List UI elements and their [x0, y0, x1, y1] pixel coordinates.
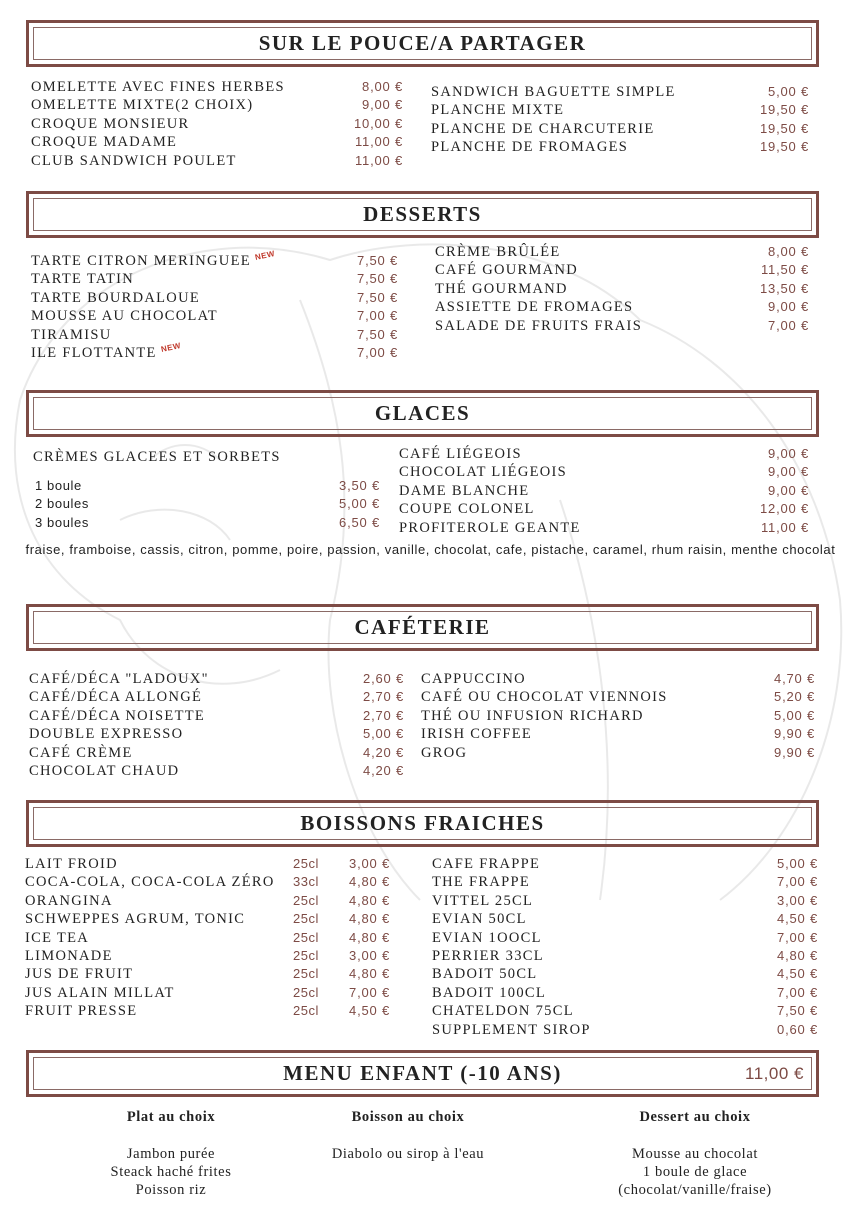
item-name: [25, 910, 245, 928]
enfant-choice-item: Diabolo ou sirop à l'eau: [331, 1146, 485, 1162]
item-price: 11,00 €: [354, 134, 403, 150]
item-name: [35, 514, 89, 532]
item-name-text: 3 boules: [35, 514, 89, 530]
item-price: 7,50 €: [357, 289, 398, 305]
item-name-text: CAFÉ/DÉCA NOISETTE: [29, 707, 206, 724]
enfant-column-plat: [51, 1108, 291, 1199]
enfant-choice-item: Mousse au chocolat: [632, 1146, 758, 1162]
item-name: [432, 1021, 591, 1039]
menu-item: [432, 984, 818, 1002]
menu-item: [399, 445, 809, 463]
item-name: [29, 725, 183, 743]
item-price: 2,70 €: [363, 707, 404, 723]
item-price: 4,80 €: [777, 948, 818, 963]
item-name-text: SUPPLEMENT SIROP: [432, 1021, 591, 1038]
item-name-text: ILE FLOTTANTE: [31, 345, 157, 361]
menu-item: [435, 280, 809, 298]
item-name: [421, 725, 532, 743]
menu-item: [25, 873, 390, 891]
item-price: 4,20 €: [363, 744, 404, 760]
item-name: [25, 892, 113, 910]
menu-item: [31, 307, 398, 325]
item-name-text: CAFÉ OU CHOCOLAT VIENNOIS: [421, 689, 668, 706]
menu-item: [399, 519, 809, 537]
menu-item: [432, 892, 818, 910]
enfant-column-heading: Plat au choix: [126, 1109, 216, 1125]
item-name: [435, 298, 633, 316]
item-name-text: COCA-COLA, COCA-COLA ZÉRO: [25, 874, 275, 891]
menu-item: [435, 317, 809, 335]
item-name-text: VITTEL 25CL: [432, 892, 534, 909]
item-name: [432, 984, 546, 1002]
item-name: [435, 261, 578, 279]
item-price: 4,80 €: [349, 874, 390, 890]
menu-item: [31, 249, 398, 270]
menu-item: [432, 929, 818, 947]
section-header-desserts: [26, 191, 819, 238]
menu-item: [431, 101, 809, 119]
item-name-text: DAME BLANCHE: [399, 482, 530, 499]
item-name: [29, 707, 205, 725]
item-name-text: JUS DE FRUIT: [25, 966, 134, 983]
item-name-text: EVIAN 1OOCL: [432, 929, 542, 946]
item-price: 7,50 €: [357, 326, 398, 342]
item-name-text: THE FRAPPE: [432, 874, 531, 891]
menu-item: [25, 947, 390, 965]
enfant-choice-item: Steack haché frites: [110, 1164, 232, 1180]
item-name-text: 1 boule: [35, 478, 82, 493]
item-name-text: PLANCHE DE CHARCUTERIE: [431, 120, 655, 137]
item-name: [35, 477, 82, 495]
item-name: [25, 965, 133, 983]
menu-item: [432, 873, 818, 891]
menu-item: [435, 298, 809, 316]
glaces-flavors: fraise, framboise, cassis, citron, pomme, poire, passion, vanille, chocolat, cafe, pistache, caramel, rhum raisin, menthe chocolat: [25, 542, 836, 557]
item-name-text: CLUB SANDWICH POULET: [31, 152, 237, 169]
menu-item: [29, 707, 404, 725]
item-price: 7,50 €: [777, 1003, 818, 1019]
item-price: 3,50 €: [339, 478, 380, 493]
menu-item: [31, 152, 403, 170]
item-name-text: CAFÉ/DÉCA "LADOUX": [29, 671, 209, 687]
menu-item: [31, 96, 403, 114]
item-price: 7,00 €: [777, 874, 818, 890]
item-name-text: ORANGINA: [25, 892, 113, 909]
item-name-text: EVIAN 50CL: [432, 911, 527, 928]
item-price: 0,60 €: [777, 1021, 818, 1037]
menu-item: [31, 289, 398, 307]
item-price: 5,00 €: [774, 707, 815, 723]
item-name: [25, 984, 175, 1002]
menu-item: [31, 78, 403, 96]
item-name-text: CRÈME BRÛLÉE: [435, 244, 561, 260]
menu-item: [29, 725, 404, 743]
item-size: 33cl: [293, 874, 319, 890]
section-title: GLACES: [374, 401, 471, 425]
enfant-column-heading: Boisson au choix: [351, 1109, 465, 1125]
item-name: [431, 83, 676, 101]
menu-item: [421, 744, 815, 762]
item-price: 9,00 €: [768, 464, 809, 480]
item-price: 9,00 €: [768, 446, 809, 461]
item-name: [25, 929, 89, 947]
item-price: 8,00 €: [768, 244, 809, 259]
item-name-text: MOUSSE AU CHOCOLAT: [31, 308, 218, 325]
menu-item: [31, 326, 398, 344]
glaces-subtitle: CRÈMES GLACEES ET SORBETS: [33, 449, 281, 465]
item-name: [399, 463, 567, 481]
item-price: 4,50 €: [349, 1003, 390, 1019]
item-name: [31, 152, 237, 170]
item-name: [432, 855, 540, 873]
item-size: 25cl: [293, 929, 319, 945]
item-name: [432, 947, 544, 965]
item-name-text: ICE TEA: [25, 929, 90, 946]
item-name-text: SCHWEPPES AGRUM, TONIC: [25, 911, 246, 928]
item-name-text: TARTE BOURDALOUE: [31, 289, 200, 306]
menu-item: [25, 910, 390, 928]
item-price: 9,00 €: [362, 97, 403, 113]
item-name: [31, 289, 200, 307]
section-title: CAFÉTERIE: [354, 615, 491, 639]
item-price: 13,50 €: [760, 280, 809, 296]
section-header-cafeterie: [26, 604, 819, 651]
item-name: [421, 670, 526, 688]
item-name: [25, 855, 118, 873]
item-name-text: PLANCHE DE FROMAGES: [431, 139, 629, 156]
item-price: 4,50 €: [777, 911, 818, 927]
new-badge: NEW: [159, 341, 182, 355]
item-name: [31, 78, 285, 96]
item-price: 8,00 €: [362, 79, 403, 94]
item-name-text: PROFITEROLE GEANTE: [399, 519, 581, 536]
item-name-text: SANDWICH BAGUETTE SIMPLE: [431, 84, 676, 100]
item-size: 25cl: [293, 966, 319, 982]
enfant-column-dessert: [575, 1108, 815, 1199]
item-price: 19,50 €: [760, 120, 809, 136]
item-name: [35, 495, 89, 513]
item-name: [421, 688, 668, 706]
item-name: [432, 1002, 574, 1020]
item-name: [399, 445, 522, 463]
item-price: 5,00 €: [777, 856, 818, 871]
menu-item: [29, 744, 404, 762]
item-price: 11,50 €: [760, 262, 809, 278]
menu-item: [432, 947, 818, 965]
item-size: 25cl: [293, 984, 319, 1000]
menu-item: [432, 1002, 818, 1020]
menu-item: [399, 500, 809, 518]
item-price: 11,00 €: [760, 519, 809, 535]
item-price: 3,00 €: [777, 892, 818, 908]
item-name: [432, 892, 533, 910]
item-price: 7,50 €: [357, 271, 398, 287]
item-name-text: CROQUE MADAME: [31, 134, 178, 151]
item-name-text: CROQUE MONSIEUR: [31, 115, 190, 132]
item-price: 7,50 €: [357, 253, 398, 268]
item-name: [431, 120, 655, 138]
section-title: SUR LE POUCE/A PARTAGER: [258, 31, 587, 55]
item-name-text: LIMONADE: [25, 948, 113, 964]
menu-item: [421, 707, 815, 725]
menu-item: [431, 138, 809, 156]
item-size: 25cl: [293, 911, 319, 927]
item-size: 25cl: [293, 856, 319, 871]
item-name-text: CHOCOLAT LIÉGEOIS: [399, 464, 568, 481]
menu-item: [25, 1002, 390, 1020]
item-name: [432, 929, 542, 947]
item-price: 6,50 €: [339, 514, 380, 530]
menu-item: [29, 688, 404, 706]
item-price: 7,00 €: [777, 929, 818, 945]
item-name: [29, 670, 209, 688]
item-name-text: PERRIER 33CL: [432, 948, 544, 964]
menu-item: [29, 762, 404, 780]
item-price: 7,00 €: [349, 984, 390, 1000]
item-size: 25cl: [293, 892, 319, 908]
item-name: [435, 317, 642, 335]
item-price: 7,00 €: [357, 345, 398, 360]
menu-item: [35, 514, 380, 532]
menu-item: [31, 115, 403, 133]
section-header-glaces: [26, 390, 819, 437]
section-title: DESSERTS: [363, 202, 482, 226]
menu-item: [421, 688, 815, 706]
item-price: 3,00 €: [349, 856, 390, 871]
item-name: [435, 243, 561, 261]
item-price: 4,80 €: [349, 892, 390, 908]
item-name: [31, 249, 276, 272]
item-price: 10,00 €: [354, 115, 403, 131]
item-price: 5,00 €: [768, 84, 809, 99]
item-name: [29, 762, 179, 780]
item-name: [25, 873, 275, 891]
menu-item: [435, 261, 809, 279]
menu-item: [31, 341, 398, 362]
item-price: 9,90 €: [774, 744, 815, 760]
section-header-boissons: [26, 800, 819, 847]
menu-item: [431, 83, 809, 101]
item-name-text: CAFÉ GOURMAND: [435, 262, 578, 279]
section-header-pouce: [26, 20, 819, 67]
menu-item: [431, 120, 809, 138]
item-price: 2,60 €: [363, 671, 404, 686]
menu-item: [25, 965, 390, 983]
menu-item: [25, 892, 390, 910]
item-name-text: JUS ALAIN MILLAT: [25, 984, 175, 1001]
menu-item: [29, 670, 404, 688]
item-name: [31, 326, 112, 344]
item-name: [432, 873, 530, 891]
menu-item: [435, 243, 809, 261]
item-name: [399, 500, 535, 518]
menu-item: [432, 910, 818, 928]
item-name-text: BADOIT 50CL: [432, 966, 538, 983]
item-price: 5,00 €: [363, 726, 404, 742]
menu-enfant-price: 11,00 €: [745, 1063, 804, 1083]
item-name: [31, 307, 218, 325]
item-price: 4,20 €: [363, 763, 404, 778]
item-name-text: 2 boules: [35, 496, 89, 512]
item-name-text: LAIT FROID: [25, 856, 118, 872]
item-price: 9,00 €: [768, 299, 809, 315]
item-name-text: TARTE CITRON MERINGUEE: [31, 253, 251, 269]
section-title: MENU ENFANT (-10 ANS): [283, 1061, 562, 1085]
item-name: [399, 519, 581, 537]
item-name-text: FRUIT PRESSE: [25, 1003, 138, 1020]
enfant-choice-item: 1 boule de glace: [642, 1164, 748, 1180]
enfant-choice-item: Poisson riz: [135, 1182, 207, 1198]
item-name-text: IRISH COFFEE: [421, 726, 533, 743]
item-price: 12,00 €: [760, 501, 809, 517]
item-name-text: DOUBLE EXPRESSO: [29, 726, 184, 743]
item-name-text: CHOCOLAT CHAUD: [29, 763, 180, 779]
item-size: 25cl: [293, 1003, 319, 1019]
item-name-text: CAFE FRAPPE: [432, 856, 541, 872]
item-name: [431, 138, 628, 156]
item-price: 5,20 €: [774, 689, 815, 705]
menu-item: [421, 725, 815, 743]
item-price: 9,90 €: [774, 726, 815, 742]
item-name-text: THÉ GOURMAND: [435, 280, 568, 297]
enfant-choice-item: Jambon purée: [126, 1146, 216, 1162]
menu-item: [25, 855, 390, 873]
menu-item: [432, 1021, 818, 1039]
item-price: 19,50 €: [760, 139, 809, 155]
item-name: [25, 1002, 137, 1020]
menu-item: [432, 855, 818, 873]
menu-item: [31, 133, 403, 151]
item-name: [421, 707, 644, 725]
item-price: 9,00 €: [768, 482, 809, 498]
menu-item: [399, 482, 809, 500]
menu-item: [25, 929, 390, 947]
item-name-text: TIRAMISU: [31, 326, 112, 343]
item-name: [431, 101, 564, 119]
item-name: [421, 744, 467, 762]
menu-item: [35, 477, 380, 495]
item-price: 4,50 €: [777, 966, 818, 982]
item-name-text: SALADE DE FRUITS FRAIS: [435, 317, 643, 334]
item-name: [435, 280, 568, 298]
item-price: 4,80 €: [349, 929, 390, 945]
item-price: 11,00 €: [354, 152, 403, 168]
item-price: 3,00 €: [349, 948, 390, 963]
item-price: 5,00 €: [339, 496, 380, 512]
item-name-text: OMELETTE MIXTE(2 CHOIX): [31, 97, 254, 114]
item-name-text: TARTE TATIN: [31, 271, 135, 288]
item-name-text: OMELETTE AVEC FINES HERBES: [31, 79, 285, 95]
item-price: 7,00 €: [768, 317, 809, 333]
item-name-text: CHATELDON 75CL: [432, 1003, 574, 1020]
item-price: 4,70 €: [774, 671, 815, 686]
item-size: 25cl: [293, 948, 319, 963]
item-name-text: CAFÉ LIÉGEOIS: [399, 446, 522, 462]
menu-item: [31, 270, 398, 288]
menu-item: [399, 463, 809, 481]
item-name: [31, 96, 253, 114]
item-price: 7,00 €: [357, 308, 398, 324]
menu-item: [25, 984, 390, 1002]
item-price: 7,00 €: [777, 984, 818, 1000]
item-name-text: ASSIETTE DE FROMAGES: [435, 299, 634, 316]
item-name: [29, 688, 202, 706]
item-name: [432, 910, 527, 928]
item-name-text: GROG: [421, 744, 468, 761]
item-name-text: BADOIT 100CL: [432, 984, 547, 1001]
item-name: [31, 115, 189, 133]
item-name: [31, 270, 134, 288]
enfant-choice-item: (chocolat/vanille/fraise): [618, 1182, 772, 1198]
item-price: 4,80 €: [349, 911, 390, 927]
item-name-text: THÉ OU INFUSION RICHARD: [421, 707, 644, 724]
item-name-text: CAPPUCCINO: [421, 671, 526, 687]
section-title: BOISSONS FRAICHES: [300, 811, 545, 835]
item-price: 19,50 €: [760, 102, 809, 118]
item-name-text: CAFÉ CRÈME: [29, 744, 133, 761]
item-name: [25, 947, 113, 965]
enfant-column-heading: Dessert au choix: [639, 1109, 751, 1125]
enfant-column-boisson: [288, 1108, 528, 1163]
menu-item: [35, 495, 380, 513]
item-name-text: PLANCHE MIXTE: [431, 102, 565, 119]
item-name: [29, 744, 133, 762]
section-header-enfant: [26, 1050, 819, 1097]
item-name: [399, 482, 529, 500]
item-price: 2,70 €: [363, 689, 404, 705]
menu-item: [421, 670, 815, 688]
new-badge: NEW: [254, 249, 276, 263]
item-name-text: COUPE COLONEL: [399, 501, 535, 518]
menu-item: [432, 965, 818, 983]
item-name: [31, 133, 177, 151]
item-name: [432, 965, 537, 983]
item-price: 4,80 €: [349, 966, 390, 982]
item-name-text: CAFÉ/DÉCA ALLONGÉ: [29, 689, 203, 706]
item-name: [31, 341, 182, 364]
